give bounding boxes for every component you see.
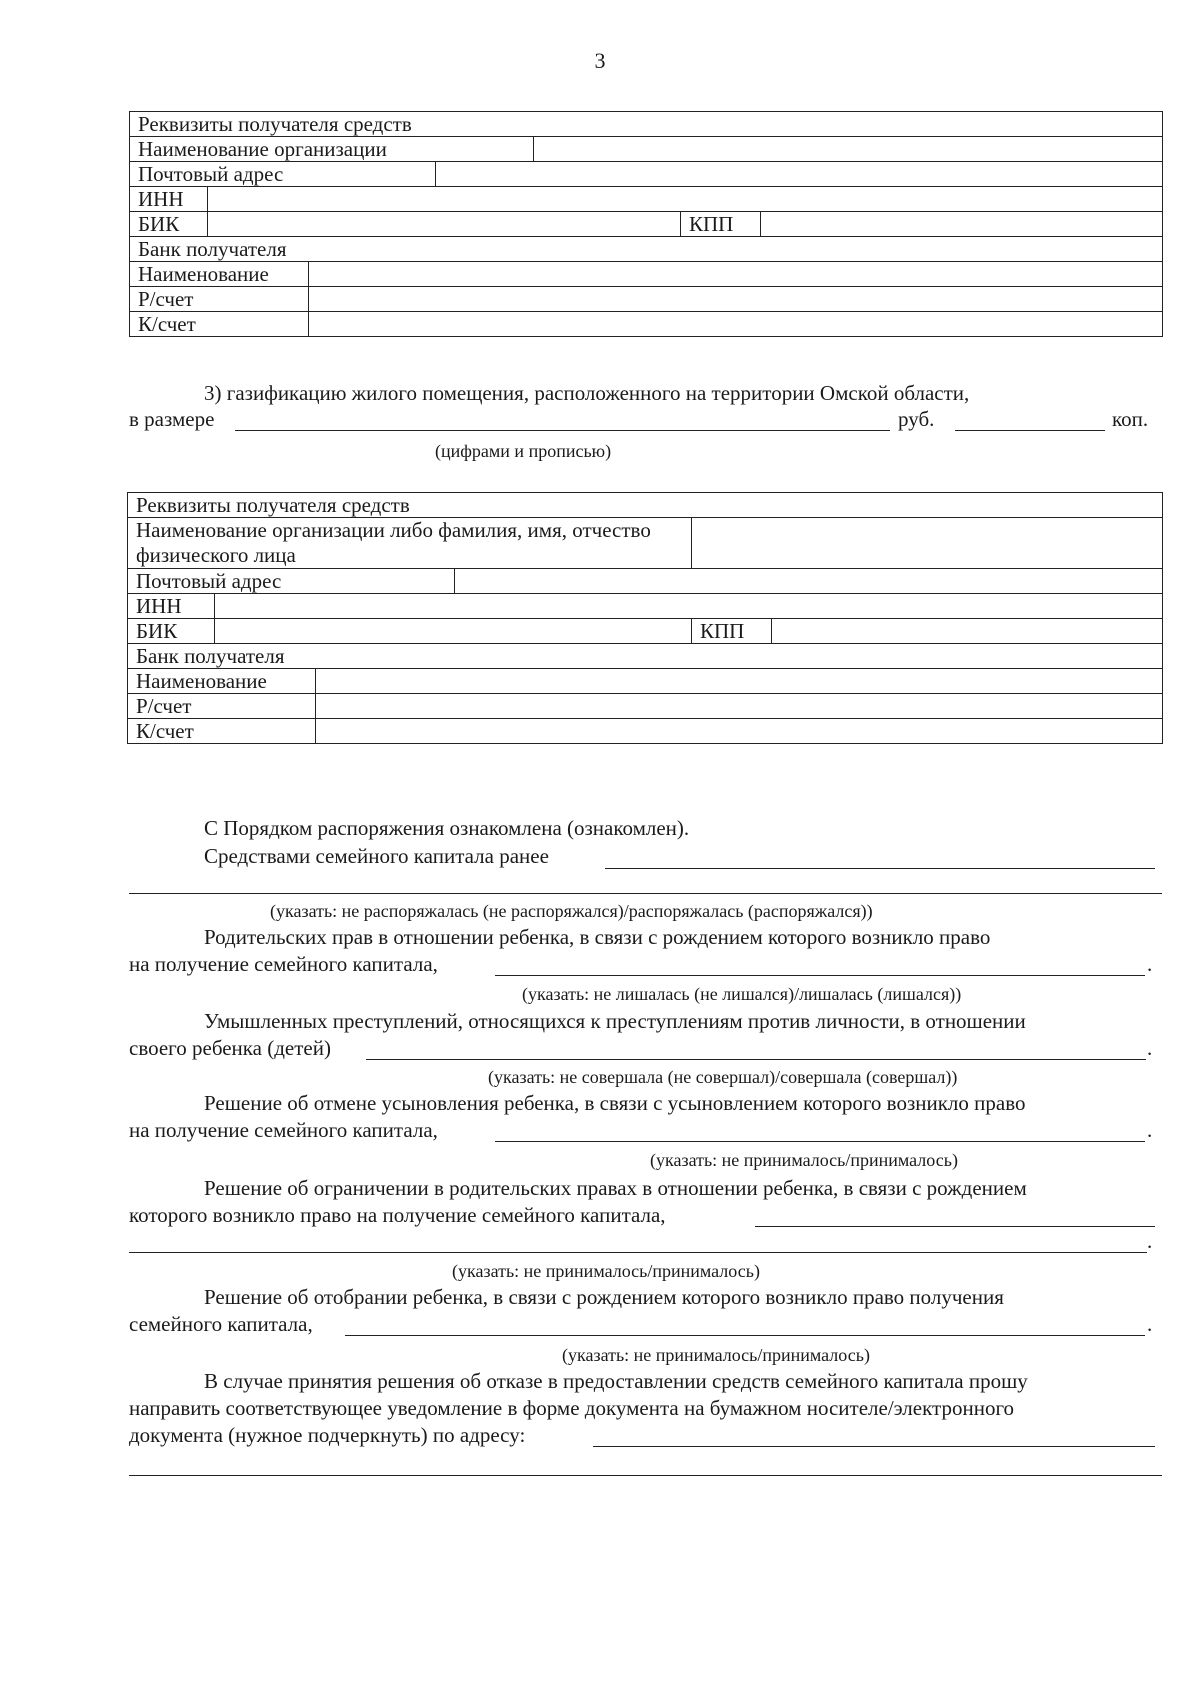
removal-line2: семейного капитала, bbox=[129, 1312, 313, 1336]
table1-k-account-field[interactable] bbox=[309, 312, 1163, 337]
item3-rub-label: руб. bbox=[898, 407, 935, 431]
table2-postal-address-label: Почтовый адрес bbox=[128, 569, 455, 594]
refusal-address-line-2[interactable] bbox=[129, 1475, 1162, 1476]
table2-org-name-field[interactable] bbox=[692, 518, 1163, 569]
table1-postal-address-label: Почтовый адрес bbox=[130, 162, 436, 187]
table1-org-name-field[interactable] bbox=[534, 137, 1163, 162]
table1-r-account-field[interactable] bbox=[309, 287, 1163, 312]
removal-caption: (указать: не принималось/принималось) bbox=[562, 1345, 870, 1365]
used-before-text: Средствами семейного капитала ранее bbox=[204, 844, 549, 868]
item3-caption: (цифрами и прописью) bbox=[435, 441, 612, 461]
table2-k-account-label: К/счет bbox=[128, 719, 316, 744]
table2-bank-header: Банк получателя bbox=[128, 644, 1163, 669]
parental-rights-caption: (указать: не лишалась (не лишался)/лишалась (лишался)) bbox=[522, 984, 962, 1004]
crimes-line1: Умышленных преступлений, относящихся к преступлениям против личности, в отношении bbox=[204, 1009, 1026, 1033]
restriction-line-2[interactable] bbox=[129, 1252, 1147, 1253]
used-before-caption: (указать: не распоряжалась (не распоряжался)/распоряжалась (распоряжался)) bbox=[270, 901, 873, 921]
table1-bank-name-label: Наименование bbox=[130, 262, 309, 287]
table1-header: Реквизиты получателя средств bbox=[130, 112, 1163, 137]
table2-kpp-label: КПП bbox=[692, 619, 772, 644]
adoption-line[interactable] bbox=[495, 1141, 1145, 1142]
restriction-line1: Решение об ограничении в родительских правах в отношении ребенка, в связи с рождением bbox=[204, 1176, 1027, 1200]
table1-postal-address-field[interactable] bbox=[436, 162, 1163, 187]
crimes-line2: своего ребенка (детей) bbox=[129, 1036, 331, 1060]
crimes-caption: (указать: не совершала (не совершал)/совершала (совершал)) bbox=[488, 1067, 958, 1087]
item3-amount-kop-line[interactable] bbox=[955, 430, 1105, 431]
parental-rights-line1: Родительских прав в отношении ребенка, в связи с рождением которого возникло право bbox=[204, 925, 991, 949]
table2-bank-name-label: Наименование bbox=[128, 669, 316, 694]
item3-kop-label: коп. bbox=[1112, 407, 1149, 431]
page-number: 3 bbox=[594, 48, 606, 73]
refusal-line3: документа (нужное подчеркнуть) по адресу: bbox=[129, 1423, 526, 1447]
refusal-address-line[interactable] bbox=[593, 1446, 1155, 1447]
table1-inn-label: ИНН bbox=[130, 187, 208, 212]
table2-bik-field[interactable] bbox=[215, 619, 692, 644]
used-before-line[interactable] bbox=[605, 868, 1155, 869]
parental-rights-line2: на получение семейного капитала, bbox=[129, 952, 438, 976]
removal-line[interactable] bbox=[345, 1335, 1145, 1336]
item3-amount-rub-line[interactable] bbox=[235, 430, 890, 431]
table1-inn-field[interactable] bbox=[208, 187, 1163, 212]
table2-inn-field[interactable] bbox=[215, 594, 1163, 619]
table2-bik-label: БИК bbox=[128, 619, 215, 644]
refusal-line2: направить соответствующее уведомление в форме документа на бумажном носителе/электронного bbox=[129, 1396, 1015, 1420]
acquainted-text: С Порядком распоряжения ознакомлена (ознакомлен). bbox=[204, 816, 690, 840]
table2-kpp-field[interactable] bbox=[772, 619, 1163, 644]
adoption-line1: Решение об отмене усыновления ребенка, в связи с усыновлением которого возникло право bbox=[204, 1091, 1026, 1115]
parental-rights-line[interactable] bbox=[495, 975, 1145, 976]
table2-k-account-field[interactable] bbox=[316, 719, 1163, 744]
item3-amount-prefix: в размере bbox=[129, 407, 215, 431]
table2-header: Реквизиты получателя средств bbox=[128, 493, 1163, 518]
recipient-details-table-2 bbox=[127, 492, 1163, 744]
table2-postal-address-field[interactable] bbox=[455, 569, 1163, 594]
table1-org-name-label: Наименование организации bbox=[130, 137, 534, 162]
table2-bank-name-field[interactable] bbox=[316, 669, 1163, 694]
table2-r-account-label: Р/счет bbox=[128, 694, 316, 719]
table1-k-account-label: К/счет bbox=[130, 312, 309, 337]
table1-bank-header: Банк получателя bbox=[130, 237, 1163, 262]
table2-inn-label: ИНН bbox=[128, 594, 215, 619]
table2-org-name-label: Наименование организации либо фамилия, имя, отчество физического лица bbox=[128, 518, 692, 569]
table1-kpp-label: КПП bbox=[681, 212, 761, 237]
restriction-caption: (указать: не принималось/принималось) bbox=[452, 1261, 760, 1281]
recipient-details-table-1 bbox=[129, 111, 1163, 337]
adoption-caption: (указать: не принималось/принималось) bbox=[650, 1150, 958, 1170]
restriction-line2: которого возникло право на получение семейного капитала, bbox=[129, 1203, 666, 1227]
table2-r-account-field[interactable] bbox=[316, 694, 1163, 719]
table1-bank-name-field[interactable] bbox=[309, 262, 1163, 287]
table1-r-account-label: Р/счет bbox=[130, 287, 309, 312]
used-before-line-2[interactable] bbox=[129, 893, 1162, 894]
removal-line1: Решение об отобрании ребенка, в связи с рождением которого возникло право получения bbox=[204, 1285, 1004, 1309]
refusal-line1: В случае принятия решения об отказе в предоставлении средств семейного капитала прошу bbox=[204, 1369, 1028, 1393]
table1-bik-field[interactable] bbox=[208, 212, 681, 237]
restriction-line[interactable] bbox=[755, 1226, 1155, 1227]
table1-kpp-field[interactable] bbox=[761, 212, 1163, 237]
adoption-line2: на получение семейного капитала, bbox=[129, 1118, 438, 1142]
item3-line1: 3) газификацию жилого помещения, расположенного на территории Омской области, bbox=[204, 381, 970, 405]
crimes-line[interactable] bbox=[366, 1059, 1146, 1060]
table1-bik-label: БИК bbox=[130, 212, 208, 237]
